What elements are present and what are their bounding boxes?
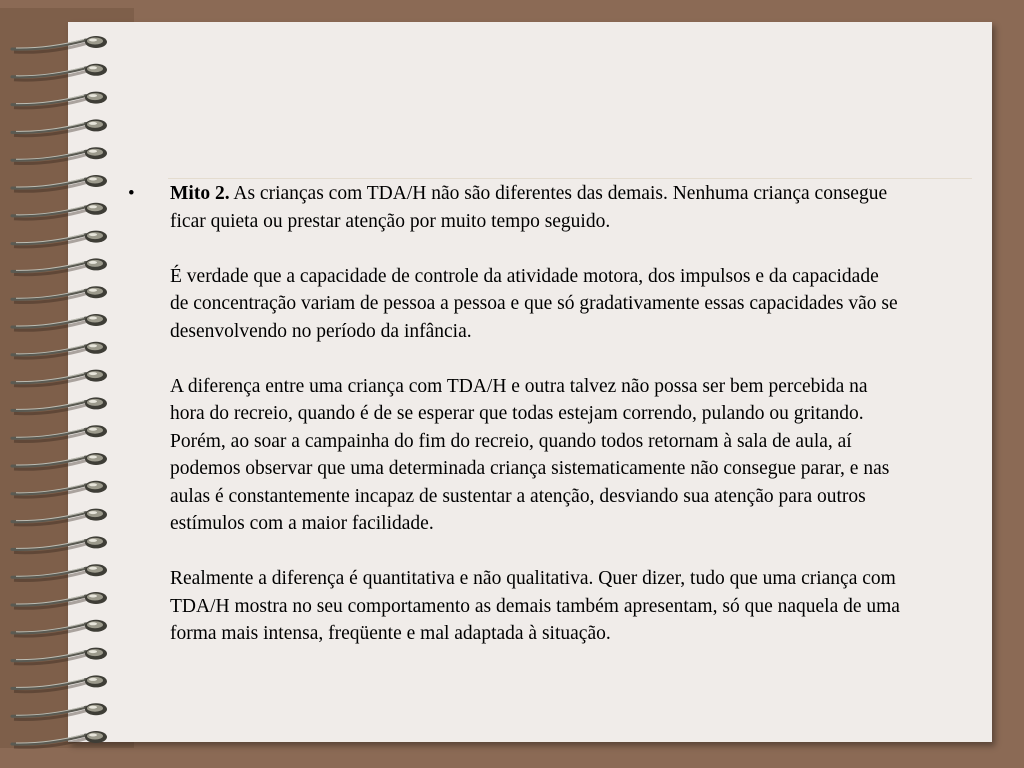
binding-ring <box>12 564 107 580</box>
binding-ring <box>12 36 107 52</box>
bullet-point: • <box>128 183 135 204</box>
binding-ring <box>12 592 107 608</box>
slide-content <box>100 180 900 648</box>
binding-ring <box>12 175 107 191</box>
binding-ring <box>12 675 107 691</box>
binding-ring <box>12 286 107 302</box>
binding-ring <box>12 231 107 247</box>
binding-ring <box>12 703 107 719</box>
bullet-text <box>170 180 900 648</box>
binding-ring <box>12 314 107 330</box>
binding-ring <box>12 453 107 469</box>
paragraph-1 <box>170 180 900 235</box>
binding-ring <box>12 342 107 358</box>
binding-ring <box>12 731 107 747</box>
paragraph-1-text: As crianças com TDA/H não são diferentes das demais. Nenhuma criança consegue ficar quieta ou prestar atenção por muito tempo seguido. <box>170 183 888 232</box>
binding-ring <box>12 92 107 108</box>
binding-ring <box>12 620 107 636</box>
binding-ring <box>12 258 107 274</box>
binding-ring <box>12 147 107 163</box>
binding-ring <box>12 119 107 135</box>
binding-ring <box>12 648 107 664</box>
paragraph-3: A diferença entre uma criança com TDA/H e outra talvez não possa ser bem percebida na hora do recreio, quando é de se esperar que todas estejam correndo, pulando ou gritando. Porém, ao soar a campainha do fim do recreio, quando todos retornam à sala de aula, aí podemos observar que uma determinada criança sistematicamente não consegue parar, e nas aulas é constantemente incapaz de sustentar a atenção, desviando sua atenção para outros estímulos com a maior facilidade. <box>170 375 890 534</box>
binding-ring <box>12 64 107 80</box>
binding-ring <box>12 536 107 552</box>
binding-ring <box>12 509 107 525</box>
mito-label: Mito 2. <box>170 183 230 204</box>
binding-ring <box>12 203 107 219</box>
header-divider-line <box>168 178 972 179</box>
binding-ring <box>12 370 107 386</box>
binding-ring <box>12 397 107 413</box>
paragraph-4: Realmente a diferença é quantitativa e não qualitativa. Quer dizer, tudo que uma criança com TDA/H mostra no seu comportamento as demais também apresentam, só que naquela de uma forma mais intensa, freqüente e mal adaptada à situação. <box>170 568 900 644</box>
paragraph-2: É verdade que a capacidade de controle da atividade motora, dos impulsos e da capacidade de concentração variam de pessoa a pessoa e que só gradativamente essas capacidades vão se desenvolvendo no período da infância. <box>170 265 898 342</box>
binding-ring <box>12 425 107 441</box>
binding-ring <box>12 481 107 497</box>
